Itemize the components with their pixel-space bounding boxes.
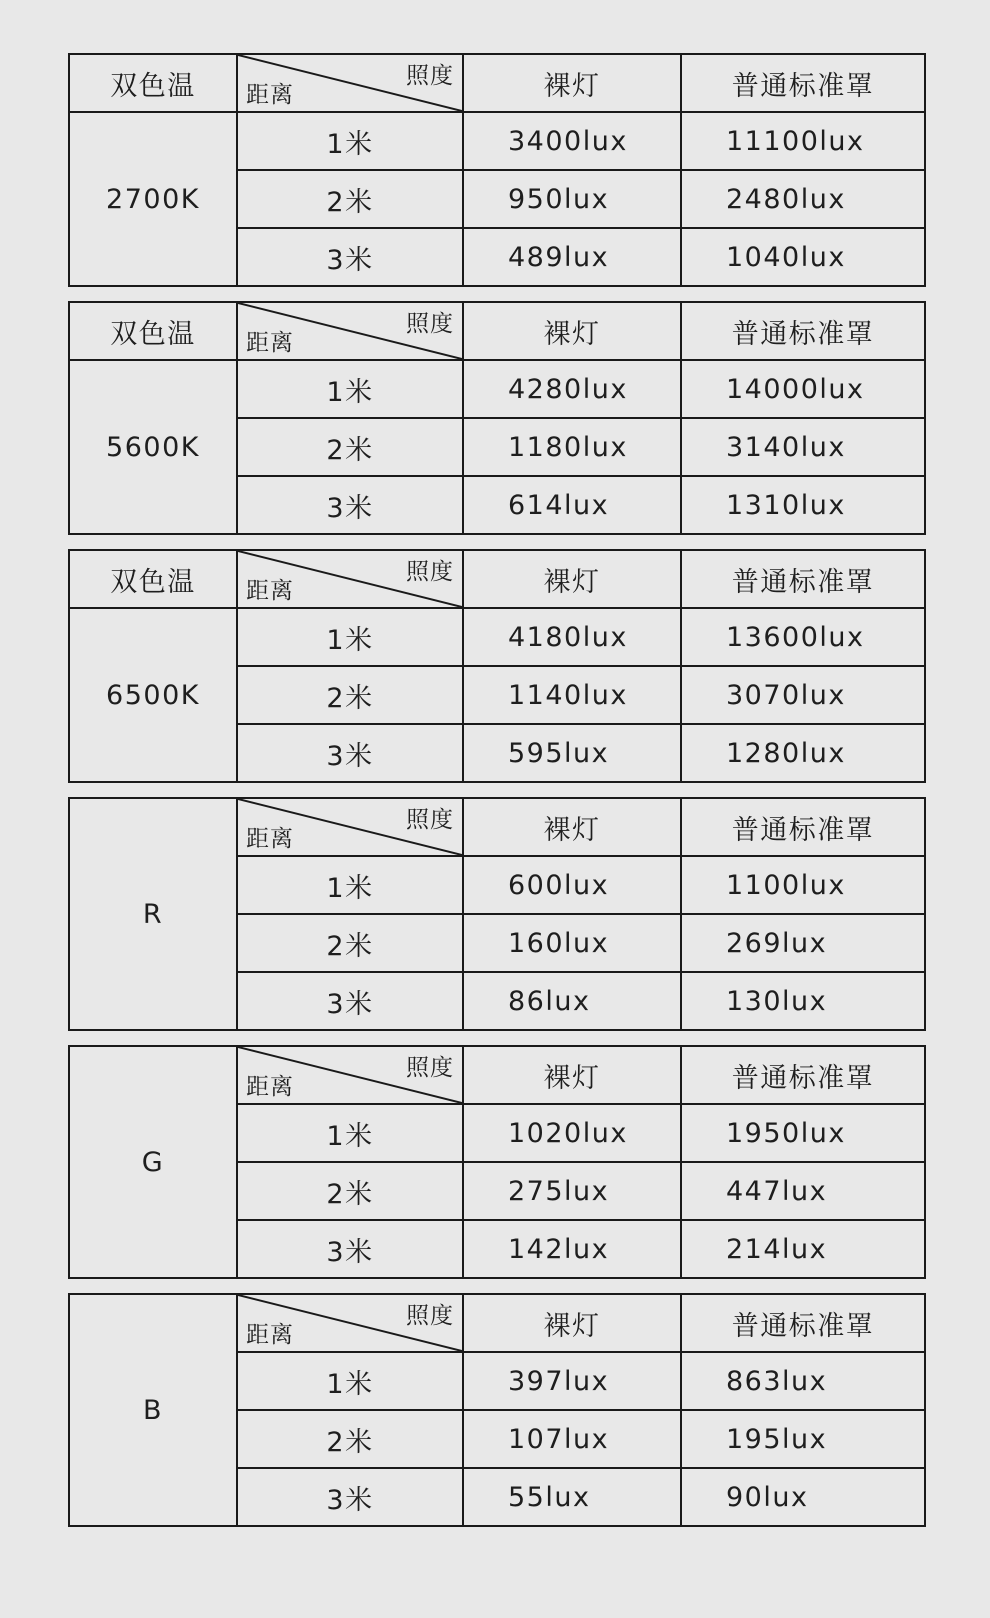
distance-cell: 3米 <box>237 724 463 782</box>
distance-cell: 1米 <box>237 608 463 666</box>
standard-reflector-value: 1040lux <box>681 228 925 286</box>
group-label: 5600K <box>69 360 237 534</box>
distance-cell: 2米 <box>237 418 463 476</box>
standard-reflector-value: 1100lux <box>681 856 925 914</box>
standard-reflector-header: 普通标准罩 <box>681 1294 925 1352</box>
distance-cell: 3米 <box>237 476 463 534</box>
group-label: G <box>69 1046 237 1278</box>
distance-cell: 3米 <box>237 1468 463 1526</box>
standard-reflector-value: 269lux <box>681 914 925 972</box>
bare-lamp-value: 86lux <box>463 972 681 1030</box>
illuminance-label: 照度 <box>406 63 454 89</box>
distance-label: 距离 <box>246 826 294 852</box>
standard-reflector-header: 普通标准罩 <box>681 798 925 856</box>
illuminance-label: 照度 <box>406 807 454 833</box>
standard-reflector-value: 90lux <box>681 1468 925 1526</box>
bare-lamp-value: 142lux <box>463 1220 681 1278</box>
distance-cell: 3米 <box>237 228 463 286</box>
distance-cell: 2米 <box>237 170 463 228</box>
standard-reflector-value: 214lux <box>681 1220 925 1278</box>
standard-reflector-header: 普通标准罩 <box>681 302 925 360</box>
distance-cell: 1米 <box>237 112 463 170</box>
bare-lamp-value: 107lux <box>463 1410 681 1468</box>
illuminance-label: 照度 <box>406 311 454 337</box>
distance-cell: 2米 <box>237 1410 463 1468</box>
standard-reflector-value: 863lux <box>681 1352 925 1410</box>
table-row <box>69 608 925 666</box>
group-header-cell: 双色温 <box>69 302 237 360</box>
distance-cell: 1米 <box>237 1104 463 1162</box>
table-header-row <box>69 54 925 112</box>
bare-lamp-header: 裸灯 <box>463 798 681 856</box>
group-header-cell: 双色温 <box>69 550 237 608</box>
standard-reflector-value: 195lux <box>681 1410 925 1468</box>
bare-lamp-header: 裸灯 <box>463 302 681 360</box>
illuminance-table <box>68 1293 926 1527</box>
illuminance-label: 照度 <box>406 559 454 585</box>
illuminance-table <box>68 549 926 783</box>
standard-reflector-value: 2480lux <box>681 170 925 228</box>
bare-lamp-value: 160lux <box>463 914 681 972</box>
illuminance-table <box>68 301 926 535</box>
bare-lamp-header: 裸灯 <box>463 54 681 112</box>
table-header-row <box>69 1046 925 1104</box>
standard-reflector-value: 1950lux <box>681 1104 925 1162</box>
diagonal-header-cell <box>237 302 463 360</box>
bare-lamp-value: 489lux <box>463 228 681 286</box>
standard-reflector-value: 13600lux <box>681 608 925 666</box>
group-label: 2700K <box>69 112 237 286</box>
table-row <box>69 360 925 418</box>
bare-lamp-header: 裸灯 <box>463 1294 681 1352</box>
diagonal-header-cell <box>237 54 463 112</box>
bare-lamp-value: 397lux <box>463 1352 681 1410</box>
bare-lamp-value: 3400lux <box>463 112 681 170</box>
standard-reflector-value: 1280lux <box>681 724 925 782</box>
group-label: 6500K <box>69 608 237 782</box>
bare-lamp-value: 614lux <box>463 476 681 534</box>
distance-label: 距离 <box>246 1074 294 1100</box>
standard-reflector-value: 3070lux <box>681 666 925 724</box>
bare-lamp-value: 595lux <box>463 724 681 782</box>
distance-label: 距离 <box>246 82 294 108</box>
illuminance-label: 照度 <box>406 1055 454 1081</box>
distance-cell: 2米 <box>237 666 463 724</box>
bare-lamp-value: 950lux <box>463 170 681 228</box>
bare-lamp-value: 1180lux <box>463 418 681 476</box>
group-header-cell: 双色温 <box>69 54 237 112</box>
group-label: R <box>69 798 237 1030</box>
bare-lamp-value: 4280lux <box>463 360 681 418</box>
bare-lamp-value: 275lux <box>463 1162 681 1220</box>
bare-lamp-header: 裸灯 <box>463 550 681 608</box>
distance-cell: 3米 <box>237 1220 463 1278</box>
standard-reflector-value: 3140lux <box>681 418 925 476</box>
bare-lamp-value: 1020lux <box>463 1104 681 1162</box>
distance-cell: 1米 <box>237 1352 463 1410</box>
table-header-row <box>69 798 925 856</box>
group-label: B <box>69 1294 237 1526</box>
diagonal-header-cell <box>237 1046 463 1104</box>
distance-cell: 2米 <box>237 1162 463 1220</box>
distance-cell: 3米 <box>237 972 463 1030</box>
illuminance-table <box>68 53 926 287</box>
bare-lamp-value: 55lux <box>463 1468 681 1526</box>
table-header-row <box>69 550 925 608</box>
distance-label: 距离 <box>246 330 294 356</box>
illuminance-table <box>68 1045 926 1279</box>
distance-cell: 2米 <box>237 914 463 972</box>
illuminance-tables <box>68 53 924 1541</box>
diagonal-header-cell <box>237 798 463 856</box>
bare-lamp-header: 裸灯 <box>463 1046 681 1104</box>
standard-reflector-value: 11100lux <box>681 112 925 170</box>
standard-reflector-header: 普通标准罩 <box>681 1046 925 1104</box>
bare-lamp-value: 4180lux <box>463 608 681 666</box>
standard-reflector-header: 普通标准罩 <box>681 550 925 608</box>
standard-reflector-header: 普通标准罩 <box>681 54 925 112</box>
distance-cell: 1米 <box>237 360 463 418</box>
illuminance-table <box>68 797 926 1031</box>
distance-label: 距离 <box>246 1322 294 1348</box>
table-header-row <box>69 1294 925 1352</box>
bare-lamp-value: 600lux <box>463 856 681 914</box>
bare-lamp-value: 1140lux <box>463 666 681 724</box>
distance-cell: 1米 <box>237 856 463 914</box>
table-header-row <box>69 302 925 360</box>
diagonal-header-cell <box>237 1294 463 1352</box>
illuminance-label: 照度 <box>406 1303 454 1329</box>
table-row <box>69 112 925 170</box>
distance-label: 距离 <box>246 578 294 604</box>
standard-reflector-value: 447lux <box>681 1162 925 1220</box>
standard-reflector-value: 130lux <box>681 972 925 1030</box>
diagonal-header-cell <box>237 550 463 608</box>
standard-reflector-value: 1310lux <box>681 476 925 534</box>
standard-reflector-value: 14000lux <box>681 360 925 418</box>
